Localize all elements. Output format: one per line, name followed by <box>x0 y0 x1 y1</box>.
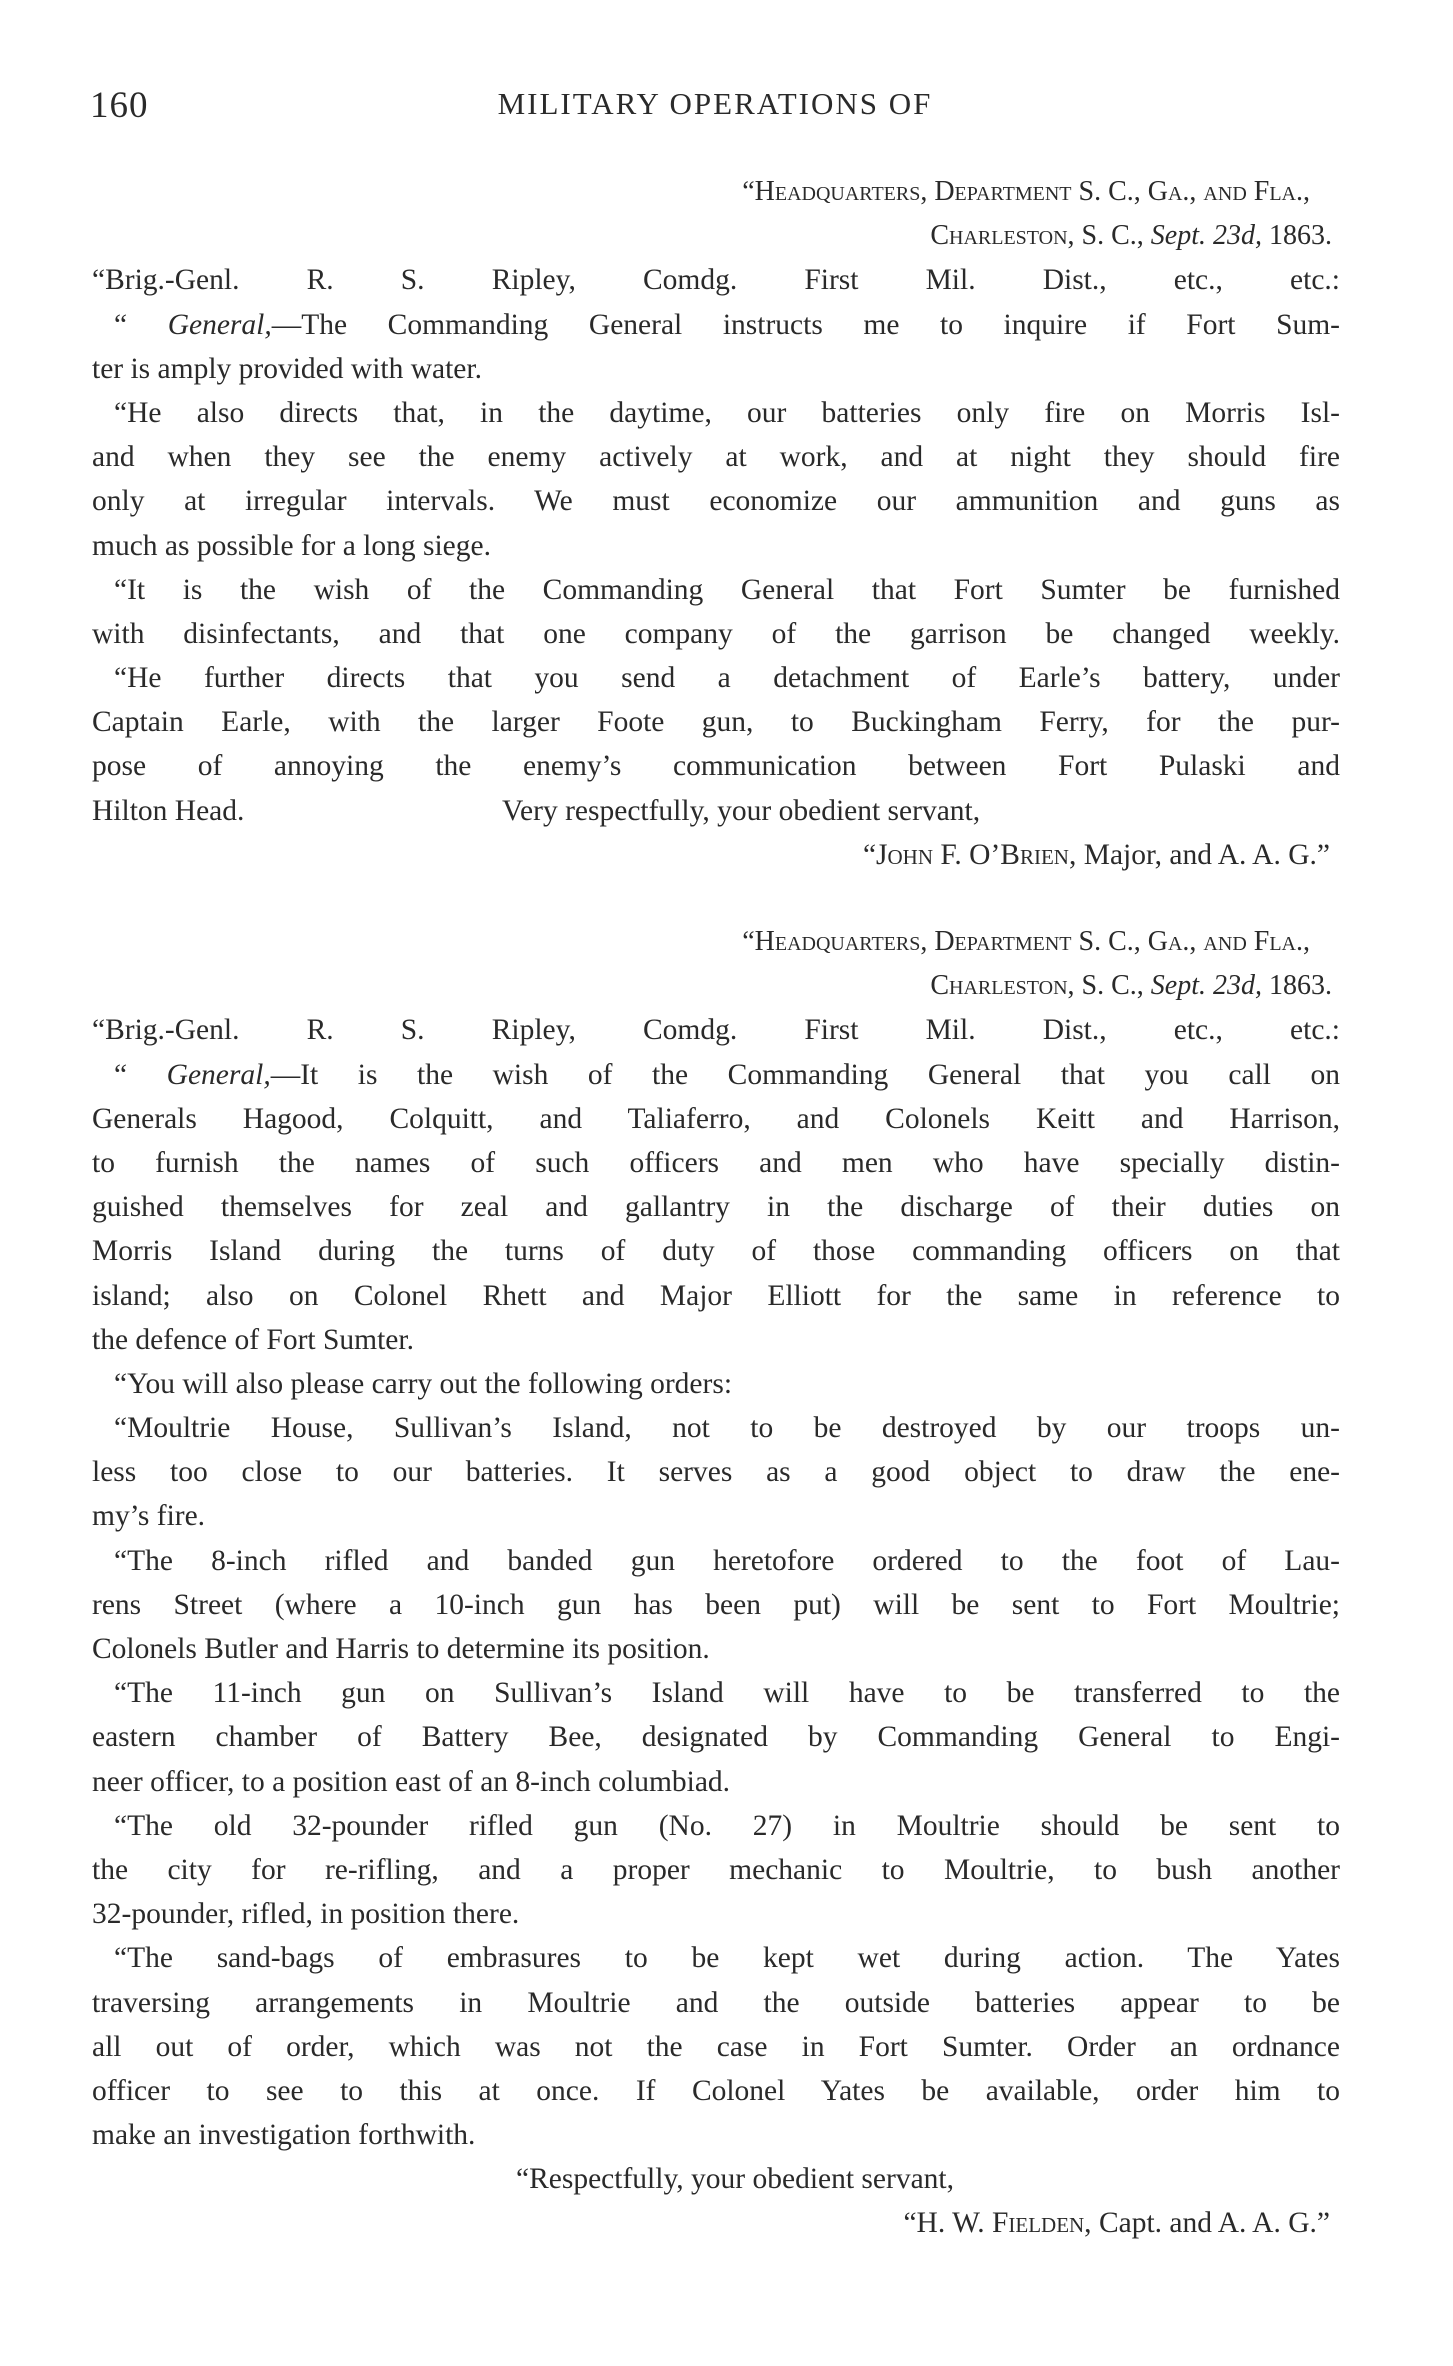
letter-1-salutation: General, <box>167 308 272 341</box>
letter-1-line-2: “He also directs that, in the daytime, our batteries only fire on Morris Isl- <box>114 396 1340 429</box>
letter-2-line-5: the defence of Fort Sumter. <box>92 1323 414 1356</box>
letter-2-line-18: 32-pounder, rifled, in position there. <box>92 1898 520 1931</box>
letter-2-line-4: island; also on Colonel Rhett and Major Elliott for the same in reference to <box>92 1279 1340 1312</box>
letter-2-line-22: officer to see to this at once. If Colonel Yates be available, order him to <box>92 2074 1340 2107</box>
letter-1-line-7: with disinfectants, and that one company of the garrison be changed weekly. <box>92 617 1340 650</box>
letter-1-line-6: “It is the wish of the Commanding General that Fort Sumter be furnished <box>114 573 1340 606</box>
letter-1-line-10: pose of annoying the enemy’s communication between Fort Pulaski and <box>92 750 1340 783</box>
letter-2-paragraph-line: “ General,—It is the wish of the Commanding General that you call on <box>114 1058 1340 1091</box>
letter-2-salutation: General, <box>166 1058 271 1091</box>
letter-2-line-9: my’s fire. <box>92 1500 206 1533</box>
letter-1-line-8: “He further directs that you send a detachment of Earle’s battery, under <box>114 662 1340 695</box>
letter-1-paragraph-line: “ General,—The Commanding General instructs me to inquire if Fort Sum- <box>114 308 1340 341</box>
letter-1-signature-rank: Major, and A. A. G.” <box>1083 838 1330 871</box>
letter-1-line-5: much as possible for a long siege. <box>92 529 491 562</box>
letter-2-line-16: “The old 32-pounder rifled gun (No. 27) in Moultrie should be sent to <box>114 1809 1340 1842</box>
letter-1-line-9: Captain Earle, with the larger Foote gun, to Buckingham Ferry, for the pur- <box>92 706 1340 739</box>
letter-1-year: 1863. <box>1269 220 1332 252</box>
letter-1 <box>92 170 1340 877</box>
letter-1-signature-name: “John F. O’Brien, <box>862 838 1077 871</box>
letter-1-final-line: Hilton Head. <box>92 794 245 827</box>
letter-2-line-11: rens Street (where a 10-inch gun has been put) will be sent to Fort Moultrie; <box>92 1588 1340 1621</box>
letter-2-line-0: Generals Hagood, Colquitt, and Taliaferro, and Colonels Keitt and Harrison, <box>92 1102 1340 1135</box>
letter-2-line-10: “The 8-inch rifled and banded gun heretofore ordered to the foot of Lau- <box>114 1544 1340 1577</box>
letter-2-year: 1863. <box>1269 970 1332 1002</box>
letter-1-line-1: ter is amply provided with water. <box>92 352 482 385</box>
letter-2-line-13: “The 11-inch gun on Sullivan’s Island will have to be transferred to the <box>114 1677 1340 1710</box>
letter-1-date: Sept. 23d, <box>1150 220 1262 252</box>
letter-2-line-7: “Moultrie House, Sullivan’s Island, not to be destroyed by our troops un- <box>114 1412 1340 1445</box>
running-title: MILITARY OPERATIONS OF <box>497 86 933 121</box>
letter-2-closing: “Respectfully, your obedient servant, <box>516 2163 954 2196</box>
letter-2-line-12: Colonels Butler and Harris to determine its position. <box>92 1633 710 1665</box>
letter-2-line-17: the city for re-rifling, and a proper mechanic to Moultrie, to bush another <box>92 1853 1340 1886</box>
letter-2-line-19: “The sand-bags of embrasures to be kept wet during action. The Yates <box>114 1942 1340 1975</box>
letter-1-closing-row <box>92 789 1340 833</box>
letter-2-line-15: neer officer, to a position east of an 8-inch columbiad. <box>92 1765 731 1798</box>
letter-2-line-3: Morris Island during the turns of duty of those commanding officers on that <box>92 1235 1340 1268</box>
letter-2-heading: “Headquarters, Department S. C., Ga., and Fla., <box>742 926 1310 957</box>
letter-2-line-8: less too close to our batteries. It serves as a good object to draw the ene- <box>92 1456 1340 1489</box>
letter-2 <box>92 920 1340 2246</box>
letter-2-signature <box>92 2201 1340 2245</box>
letter-1-line-3: and when they see the enemy actively at work, and at night they should fire <box>92 441 1340 474</box>
letter-1-heading: “Headquarters, Department S. C., Ga., and Fla., <box>742 176 1310 207</box>
letter-1-place: Charleston, S. C., <box>930 220 1144 252</box>
letter-1-closing: Very respectfully, your obedient servant, <box>502 794 981 827</box>
letter-2-place: Charleston, S. C., <box>930 970 1144 1002</box>
letter-2-line-6: “You will also please carry out the following orders: <box>114 1367 733 1400</box>
letter-1-addressee: “Brig.-Genl. R. S. Ripley, Comdg. First Mil. Dist., etc., etc.: <box>92 264 1340 297</box>
running-head <box>90 84 1340 134</box>
letter-2-signature-rank: Capt. and A. A. G.” <box>1098 2207 1330 2240</box>
letter-2-line-23: make an investigation forthwith. <box>92 2119 476 2152</box>
letter-1-line-4: only at irregular intervals. We must economize our ammunition and guns as <box>92 485 1340 518</box>
letter-2-date: Sept. 23d, <box>1150 970 1262 1002</box>
letter-2-addressee: “Brig.-Genl. R. S. Ripley, Comdg. First Mil. Dist., etc., etc.: <box>92 1014 1340 1047</box>
letter-2-line-1: to furnish the names of such officers and men who have specially distin- <box>92 1146 1340 1179</box>
letter-2-line-21: all out of order, which was not the case in Fort Sumter. Order an ordnance <box>92 2030 1340 2063</box>
letter-2-line-14: eastern chamber of Battery Bee, designated by Commanding General to Engi- <box>92 1721 1340 1754</box>
letter-2-first-line: —It is the wish of the Commanding General that you call on <box>270 1058 1340 1091</box>
letter-2-line-20: traversing arrangements in Moultrie and the outside batteries appear to be <box>92 1986 1340 2019</box>
letter-2-dateline <box>92 964 1340 1008</box>
page-number: 160 <box>90 85 149 126</box>
letter-2-line-2: guished themselves for zeal and gallantry in the discharge of their duties on <box>92 1191 1340 1224</box>
letter-1-dateline <box>92 214 1340 258</box>
letter-1-signature <box>92 833 1340 877</box>
letter-1-line-0: —The Commanding General instructs me to inquire if Fort Sum- <box>271 308 1340 341</box>
letter-2-signature-name: “H. W. Fielden, <box>903 2207 1092 2240</box>
